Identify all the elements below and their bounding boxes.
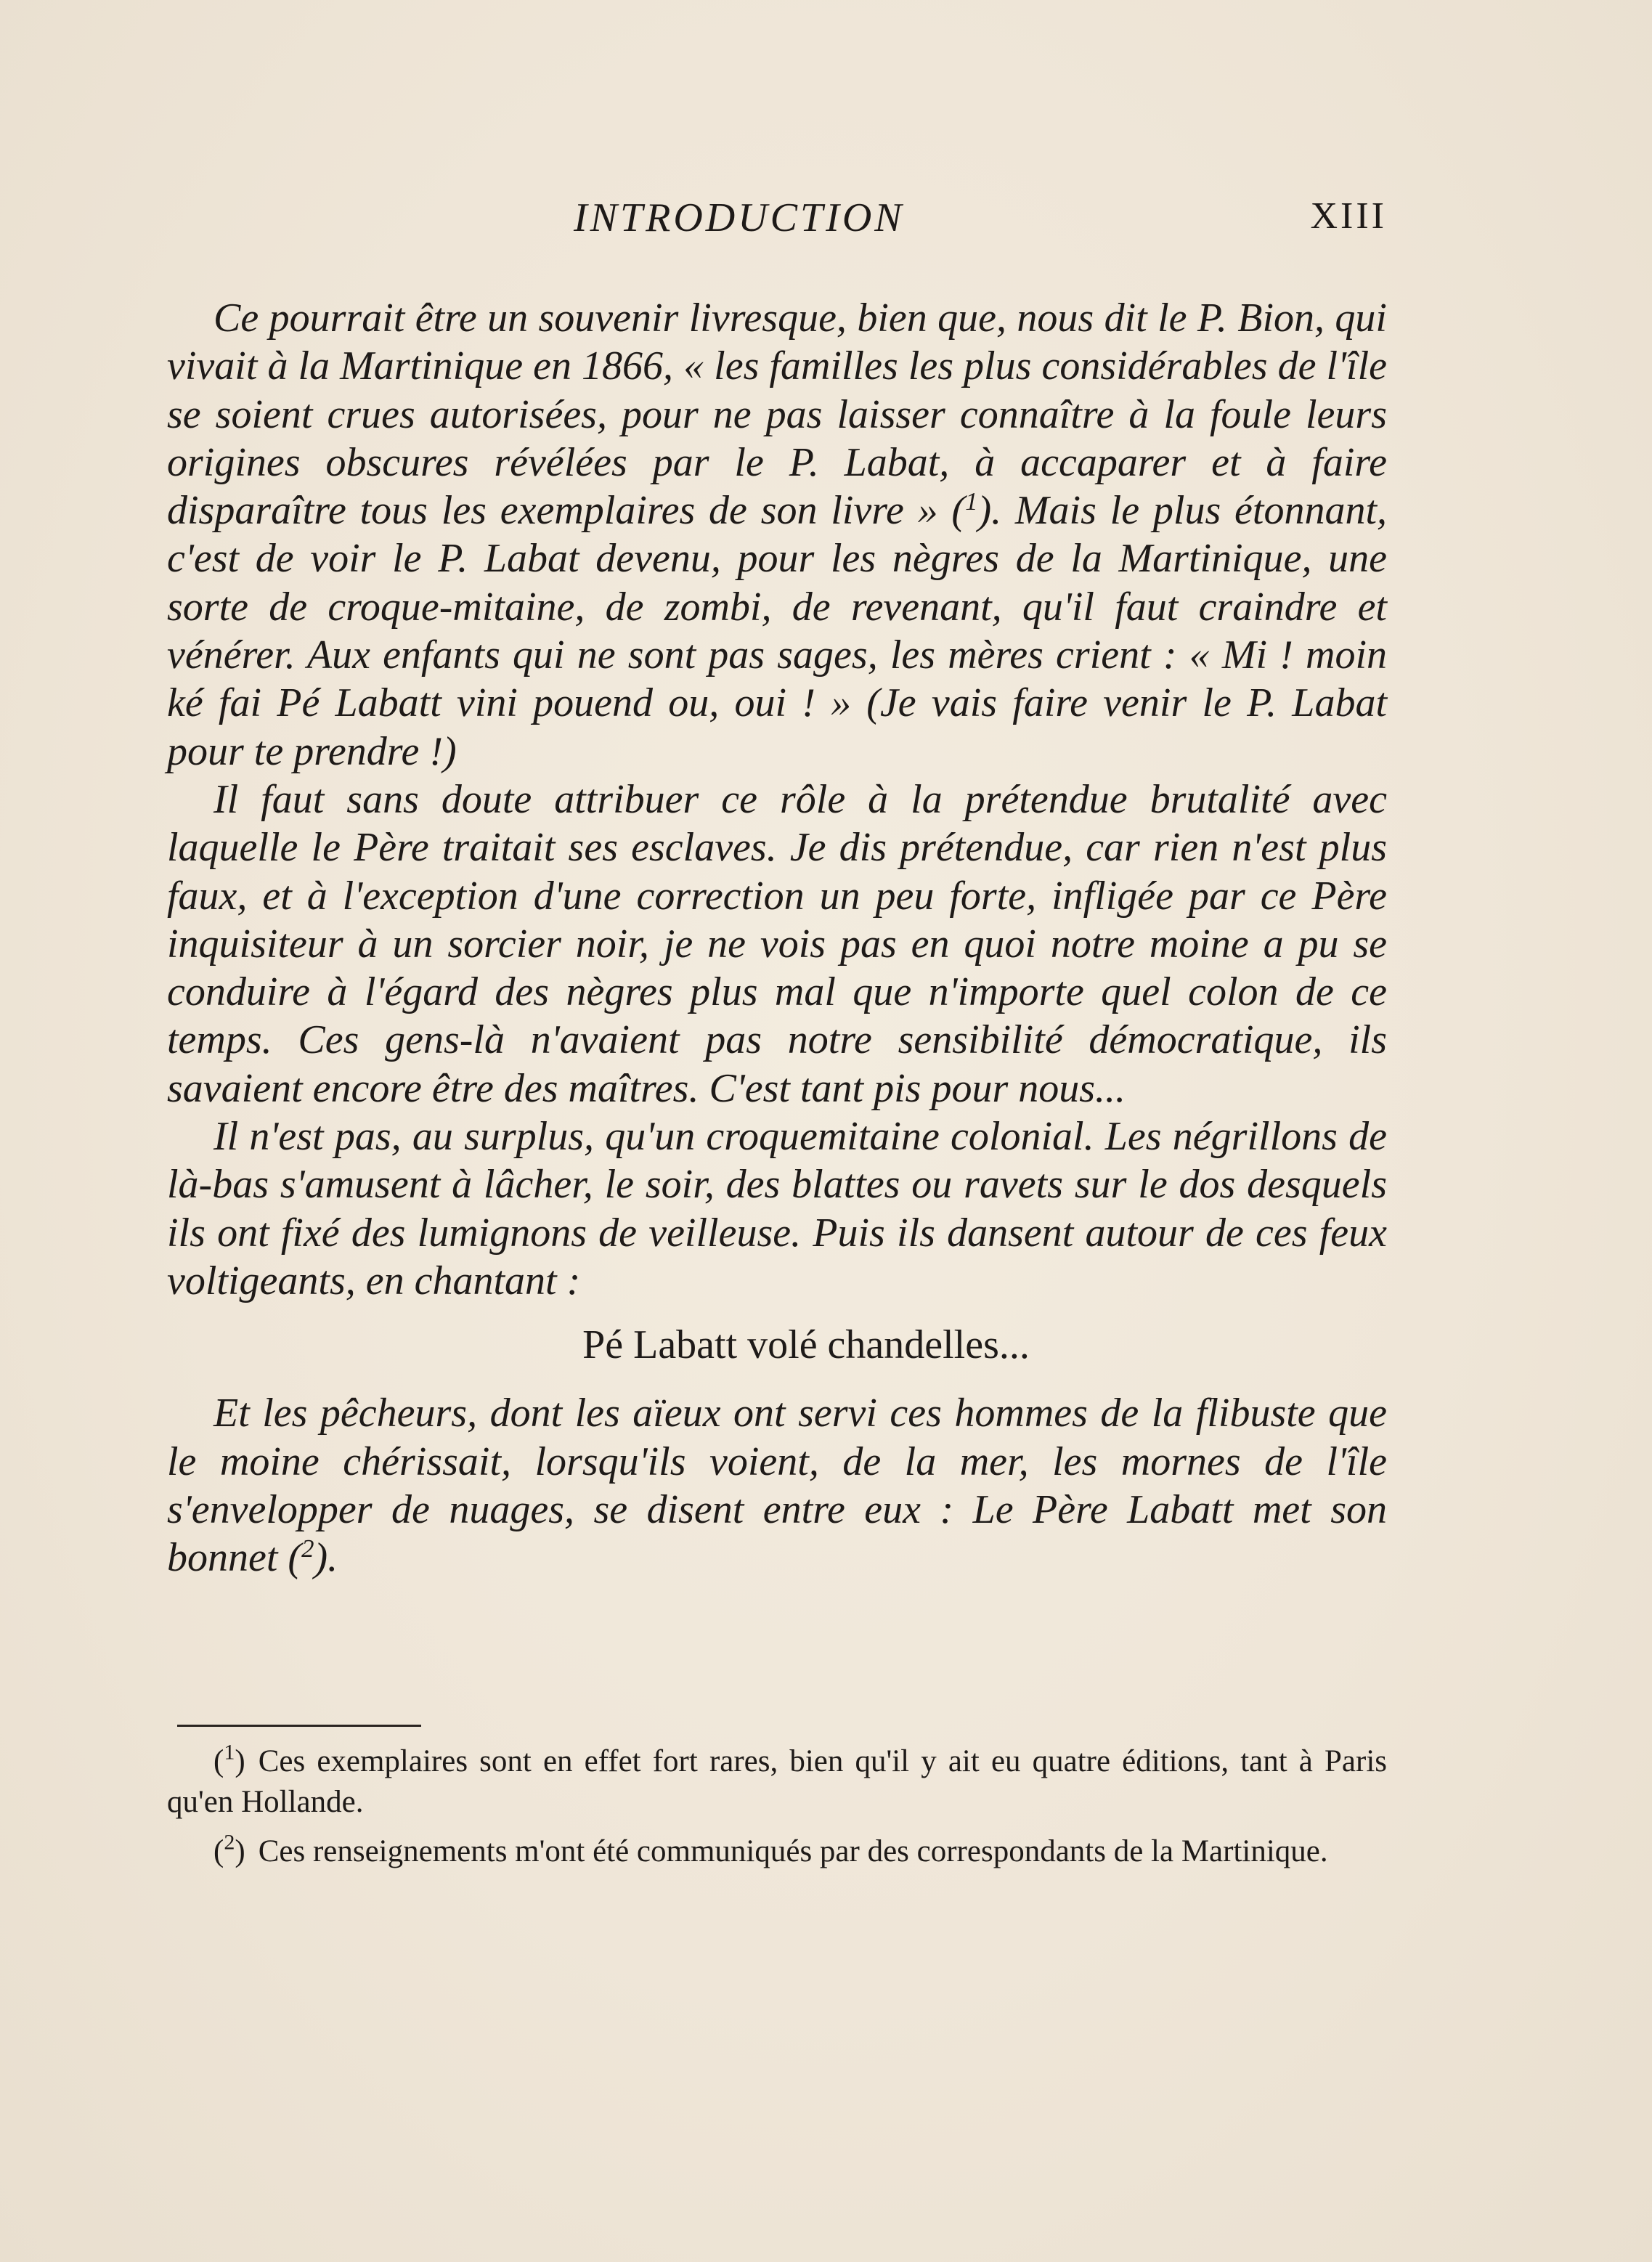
verse-line: Pé Labatt volé chandelles... <box>582 1322 1030 1368</box>
footnote-ref: 2 <box>301 1534 314 1563</box>
footnote-ref: 1 <box>965 487 978 516</box>
main-text <box>167 294 1387 1582</box>
paragraph: Et les pêcheurs, dont les aïeux ont servi ces hommes de la flibuste que le moine chérissait, lorsqu'ils voient, de la mer, les mornes de l'île s'envelopper de nuages, se disent entre eux : Le Père Labatt met son bonnet ($^2$). <box>167 1391 1387 1581</box>
running-title: INTRODUCTION <box>574 195 905 240</box>
page-header <box>167 195 1387 253</box>
paragraph-text: Il n'est pas, au surplus, qu'un croquemitaine colonial. Les négrillons de là-bas s'amusent à lâcher, le soir, des blattes ou ravets sur le dos desquels ils ont fixé des lumignons de veilleuse. Puis ils dansent autour de ces feux voltigeants, en chantant : <box>167 1114 1387 1303</box>
footnote-divider <box>177 1725 421 1727</box>
paragraph <box>167 776 1387 1112</box>
paragraph <box>167 1112 1387 1305</box>
footnote-text: Ces exemplaires sont en effet fort rares, bien qu'il y ait eu quatre éditions, tant à Paris qu'en Hollande. <box>167 1744 1387 1819</box>
paragraph-text: Il faut sans doute attribuer ce rôle à la prétendue brutalité avec laquelle le Père traitait ses esclaves. Je dis prétendue, car rien n'est plus faux, et à l'exception d'une correction un peu forte, infligée par ce Père inquisiteur à un sorcier noir, je ne vois pas en quoi notre moine a pu se conduire à l'égard des nègres plus mal que n'importe quel colon de ce temps. Ces gens-là n'avaient pas notre sensibilité démocratique, ils savaient encore être des maîtres. C'est tant pis pour nous... <box>167 776 1387 1111</box>
page-number: XIII <box>1310 195 1387 237</box>
paragraph-text: . Mais le plus étonnant, c'est de voir le P. Labat devenu, pour les nègres de la Martinique, une sorte de croque-mitaine, de zombi, de revenant, qu'il faut craindre et vénérer. Aux enfants qui ne sont pas sages, les mères crient : « Mi ! moin ké fai Pé Labatt vini pouend ou, oui ! » (Je vais faire venir le P. Labat pour te prendre !) <box>167 488 1387 774</box>
footnote <box>167 1831 1387 1872</box>
footnote <box>167 1741 1387 1823</box>
footnotes <box>167 1741 1387 1881</box>
paragraph: Ce pourrait être un souvenir livresque, bien que, nous dit le P. Bion, qui vivait à la Martinique en 1866, « les familles les plus considérables de l'île se soient crues autorisées, pour ne pas laisser connaître à la foule leurs origines obscures révélées par le P. Labat, à accaparer et à faire disparaître tous les exemplaires de son livre » ($^1$). Mais le plus étonnant, c'est de voir le P. Labat devenu, pour les nègres de la Martinique, une sorte de croque-mitaine, de zombi, de revenant, qu'il faut craindre et vénérer. Aux enfants qui ne sont pas sages, les mères crient : « Mi ! moin ké fai Pé Labatt vini pouend ou, oui ! » (Je vais faire venir le P. Labat pour te prendre !) <box>167 296 1387 774</box>
footnote-mark: ($^1$) <box>213 1739 245 1778</box>
paragraph-text: Ce pourrait être un souvenir livresque, bien que, nous dit le P. Bion, qui vivait à la Martinique en 1866, « les familles les plus considérables de l'île se soient crues autorisées, pour ne pas laisser connaître à la foule leurs origines obscures révélées par le P. Labat, à accaparer et à faire disparaître tous les exemplaires de son livre » <box>167 296 1387 534</box>
footnote-text: Ces renseignements m'ont été communiqués par des correspondants de la Martinique. <box>258 1834 1328 1868</box>
footnote-mark: ($^2$) <box>213 1829 245 1868</box>
paragraph-text: Et les pêcheurs, dont les aïeux ont servi ces hommes de la flibuste que le moine chérissait, lorsqu'ils voient, de la mer, les mornes de l'île s'envelopper de nuages, se disent entre eux : Le Père Labatt met son bonnet <box>167 1391 1387 1581</box>
paragraph-end: . <box>327 1535 338 1581</box>
